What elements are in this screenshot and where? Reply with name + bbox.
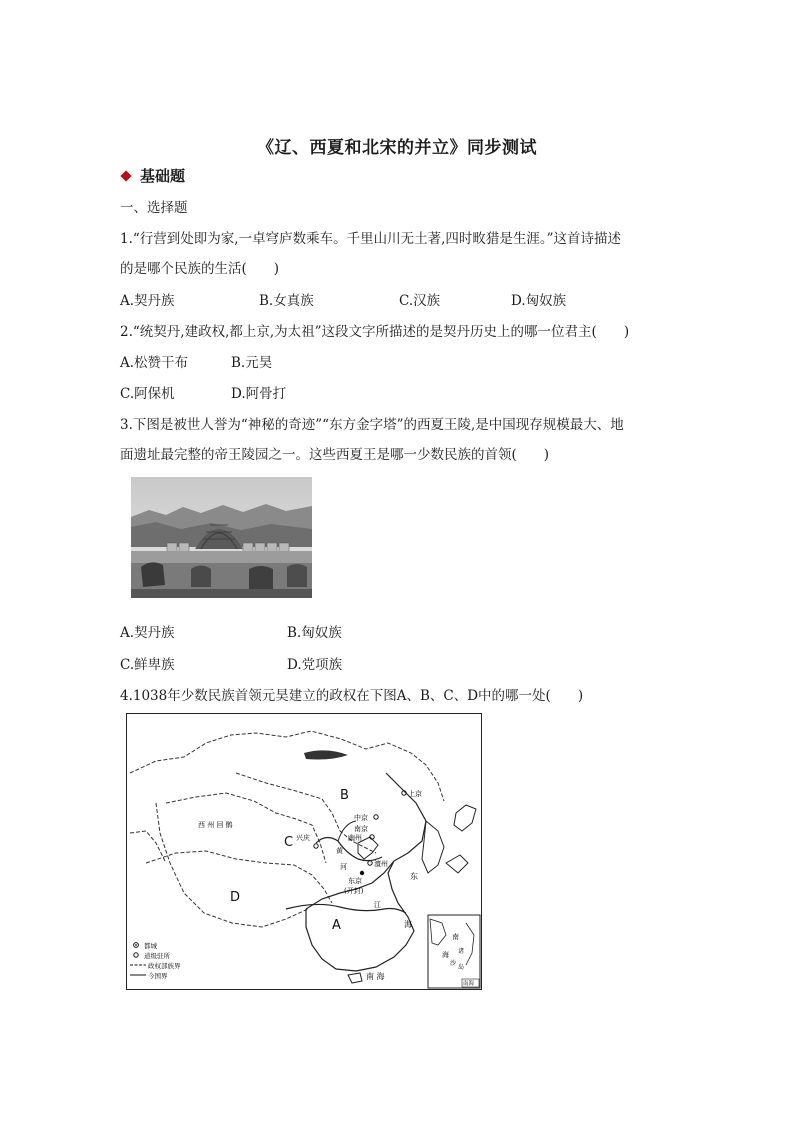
xizhou-huihu-label: 西 州 回 鹘 bbox=[198, 821, 233, 829]
q3-stem-line1: 3.下图是被世人誉为“神秘的奇迹”“东方金字塔”的西夏王陵,是中国现存规模最大、地 bbox=[120, 417, 624, 433]
inset-nanhai-label: 南海 bbox=[463, 981, 475, 987]
kaifeng-label: (开封) bbox=[344, 887, 364, 895]
region-c-label: C bbox=[284, 835, 294, 850]
inset-hai-label: 海 bbox=[442, 951, 449, 959]
q2-option-a[interactable]: A.松赞干布 bbox=[120, 355, 189, 371]
song-liao-xixia-map bbox=[126, 713, 482, 990]
q1-stem-line2: 的是哪个民族的生活( ) bbox=[120, 261, 280, 277]
south-sea-label: 南 海 bbox=[366, 972, 385, 981]
legend-route-label: 道级驻所 bbox=[144, 952, 170, 960]
he-label: 河 bbox=[340, 863, 347, 871]
q1-stem-line1: 1.“行营到处即为家,一卓穹庐数乘车。千里山川无土著,四时畋猎是生涯。”这首诗描述 bbox=[120, 231, 622, 247]
zhongjing-label: 中京 bbox=[354, 814, 368, 822]
region-a-label: A bbox=[332, 918, 341, 933]
hai-label: 海 bbox=[404, 920, 412, 929]
shangjing-label: 上京 bbox=[408, 790, 422, 798]
dongjing-label: 东京 bbox=[348, 877, 362, 885]
q1-option-a[interactable]: A.契丹族 bbox=[120, 293, 175, 309]
document-title: 《辽、西夏和北宋的并立》同步测试 bbox=[257, 138, 537, 158]
q1-option-b[interactable]: B.女真族 bbox=[259, 293, 314, 309]
legend-capital-label: 都城 bbox=[144, 942, 157, 950]
q2-option-b[interactable]: B.元昊 bbox=[231, 355, 273, 371]
q1-option-c[interactable]: C.汉族 bbox=[399, 293, 441, 309]
xixia-mausoleum-photo bbox=[131, 477, 312, 598]
q2-option-d[interactable]: D.阿骨打 bbox=[231, 386, 287, 402]
section-label: 基础题 bbox=[140, 167, 186, 185]
q2-option-c[interactable]: C.阿保机 bbox=[120, 386, 175, 402]
youzhou-label: 幽州 bbox=[348, 834, 362, 842]
q3-option-a[interactable]: A.契丹族 bbox=[120, 625, 175, 641]
jiang-label: 江 bbox=[374, 901, 381, 909]
xingqing-label: 兴庆 bbox=[296, 834, 310, 842]
part-heading: 一、选择题 bbox=[120, 200, 188, 216]
q3-option-b[interactable]: B.匈奴族 bbox=[287, 625, 342, 641]
q4-stem-line1: 4.1038年少数民族首领元昊建立的政权在下图A、B、C、D中的哪一处( ) bbox=[120, 688, 584, 704]
huang-label: 黄 bbox=[336, 847, 343, 855]
diamond-bullet-icon bbox=[120, 170, 131, 181]
region-b-label: B bbox=[340, 788, 349, 803]
q2-stem-line1: 2.“统契丹,建政权,都上京,为太祖”这段文字所描述的是契丹历史上的哪一位君主( ) bbox=[120, 324, 630, 340]
south-china-sea-inset bbox=[428, 915, 480, 988]
legend-national-label: 今国界 bbox=[148, 972, 168, 980]
section-heading bbox=[120, 165, 185, 186]
q1-option-d[interactable]: D.匈奴族 bbox=[511, 293, 567, 309]
legend-boundary-label: 政权部族界 bbox=[148, 962, 181, 970]
inset-sha-label: 沙 bbox=[450, 960, 457, 967]
nanjing-label: 南京 bbox=[354, 825, 368, 833]
q3-option-c[interactable]: C.鲜卑族 bbox=[120, 657, 175, 673]
dong-label: 东 bbox=[410, 872, 418, 881]
inset-nan-label: 南 bbox=[452, 933, 459, 941]
q3-option-d[interactable]: D.党项族 bbox=[287, 657, 343, 673]
region-d-label: D bbox=[230, 890, 241, 905]
q3-stem-line2: 面遗址最完整的帝王陵园之一。这些西夏王是哪一少数民族的首领( ) bbox=[120, 447, 550, 463]
inset-dao-label: 岛 bbox=[458, 964, 465, 971]
chanzhou-label: 澶州 bbox=[374, 860, 388, 868]
inset-zhu-label: 诸 bbox=[458, 948, 465, 955]
